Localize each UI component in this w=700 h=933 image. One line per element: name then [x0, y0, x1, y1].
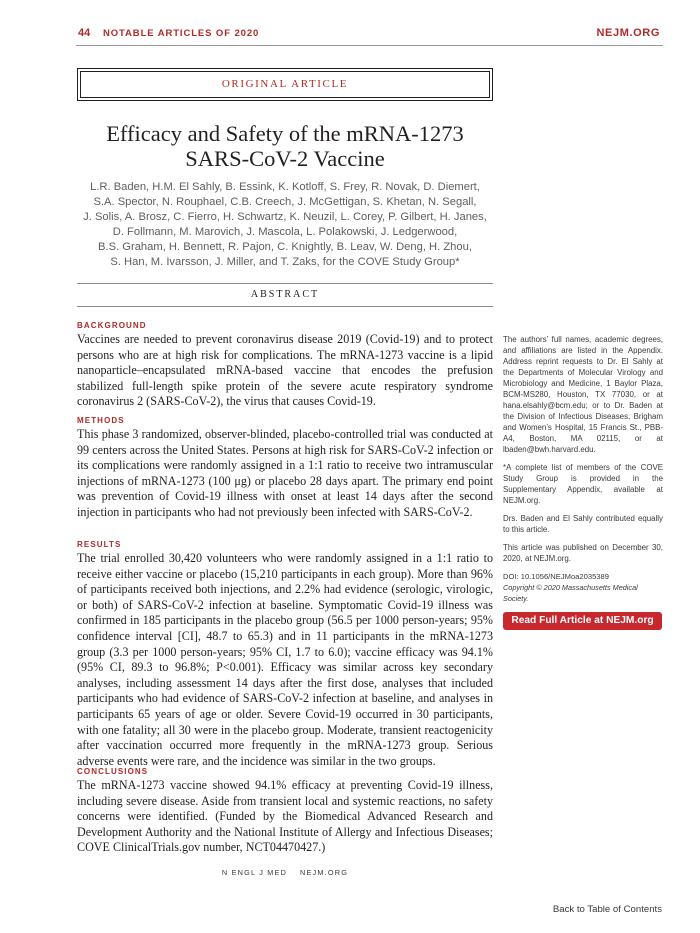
conclusions-heading: CONCLUSIONS [77, 767, 149, 776]
read-full-article-button[interactable]: Read Full Article at NEJM.org [503, 612, 662, 630]
background-text: Vaccines are needed to prevent coronavirus disease 2019 (Covid-19) and to protect persons who are at high risk for complications. The mRNA-1273 vaccine is a lipid nanoparticle–encapsulated mRNA-based vaccine that encodes the prefusion stabilized full-length spike protein of the severe acute respiratory syndrome coronavirus 2 (SARS-CoV-2), the virus that causes Covid-19. [77, 332, 493, 409]
background-heading: BACKGROUND [77, 321, 147, 330]
abstract-label: ABSTRACT [250, 289, 320, 300]
methods-heading: METHODS [77, 416, 125, 425]
article-type-label: ORIGINAL ARTICLE [221, 78, 349, 90]
article-title-line: Efficacy and Safety of the mRNA-1273 [106, 121, 464, 146]
author-line: S.A. Spector, N. Rouphael, C.B. Creech, J. McGettigan, S. Khetan, N. Segall, [93, 196, 477, 208]
copyright-text: Copyright © 2020 Massachusetts Medical Society. [503, 583, 638, 603]
running-header-title: NOTABLE ARTICLES OF 2020 [103, 28, 260, 39]
methods-text: This phase 3 randomized, observer-blinded, placebo-controlled trial was conducted at 99 centers across the United States. Persons at high risk for SARS-CoV-2 infection or its complications were randomly assigned in a 1:1 ratio to receive two intramuscular injections of mRNA-1273 (100 μg) or placebo 28 days apart. The primary end point was prevention of Covid-19 illness with onset at least 14 days after the second injection in participants who had not previously been infected with SARS-CoV-2. [77, 427, 493, 519]
author-line: B.S. Graham, H. Bennett, R. Pajon, C. Knightly, B. Leav, W. Deng, H. Zhou, [98, 241, 472, 253]
running-header-site: NEJM.ORG [596, 27, 660, 39]
author-line: D. Follmann, M. Marovich, J. Mascola, L. Polakowski, J. Ledgerwood, [112, 226, 458, 238]
conclusions-text: The mRNA-1273 vaccine showed 94.1% efficacy at preventing Covid-19 illness, including severe disease. Aside from transient local and systemic reactions, no safety concerns were identified. (Funded by the Biomedical Advanced Research and Development Authority and the National Institute of Allergy and Infectious Diseases; COVE ClinicalTrials.gov number, NCT04470427.) [77, 778, 493, 855]
affiliations-note: The authors’ full names, academic degrees, and affiliations are listed in the Appendix. Address reprint requests to Dr. El Sahly at the Departments of Molecular Virology and Microbiology and Medicine, 1 Baylor Plaza, BCM-MS280, Houston, TX 77030, or at hana.elsahly@bcm.edu; or to Dr. Baden at the Division of Infectious Diseases, Brigham and Women’s Hospital, 15 Francis St., PBB-A4, Boston, MA 02115, or at lbaden@bwh.harvard.edu. [503, 335, 663, 454]
abstract-divider-top [77, 283, 493, 284]
abstract-divider-bottom [77, 306, 493, 307]
author-line: J. Solis, A. Brosz, C. Fierro, H. Schwartz, K. Neuzil, L. Corey, P. Gilbert, H. Janes, [83, 211, 487, 223]
header-divider [76, 45, 663, 46]
study-group-note: *A complete list of members of the COVE Study Group is provided in the Supplementary Appendix, available at NEJM.org. [503, 463, 663, 505]
equal-contribution-note: Drs. Baden and El Sahly contributed equally to this article. [503, 514, 663, 534]
results-text: The trial enrolled 30,420 volunteers who were randomly assigned in a 1:1 ratio to receive either vaccine or placebo (15,210 participants in each group). More than 96% of participants received both injections, and 2.2% had evidence (serologic, virologic, or both) of SARS-CoV-2 infection at baseline. Symptomatic Covid-19 illness was confirmed in 185 participants in the placebo group (56.5 per 1000 person-years; 95% confidence interval [CI], 48.7 to 65.3) and in 11 participants in the mRNA-1273 group (3.3 per 1000 person-years; 95% CI, 1.7 to 6.0); vaccine efficacy was 94.1% (95% CI, 89.3 to 96.8%; P<0.001). Efficacy was similar across key secondary analyses, including assessment 14 days after the first dose, analyses that included participants who had evidence of SARS-CoV-2 infection at baseline, and analyses in participants 65 years of age or older. Severe Covid-19 occurred in 30 participants, with one fatality; all 30 were in the placebo group. Moderate, transient reactogenicity after vaccination occurred more frequently in the mRNA-1273 group. Serious adverse events were rare, and the incidence was similar in the two groups. [77, 551, 493, 768]
doi-text: DOI: 10.1056/NEJMoa2035389 [503, 572, 609, 581]
article-type-box [77, 68, 493, 101]
journal-footer: N ENGL J MED NEJM.ORG [221, 868, 349, 877]
article-title-line: SARS-CoV-2 Vaccine [185, 146, 385, 171]
results-heading: RESULTS [77, 540, 122, 549]
author-line: L.R. Baden, H.M. El Sahly, B. Essink, K. Kotloff, S. Frey, R. Novak, D. Diemert, [90, 181, 480, 193]
article-title [77, 121, 493, 171]
author-line: S. Han, M. Ivarsson, J. Miller, and T. Zaks, for the COVE Study Group* [110, 256, 460, 268]
publication-date-note: This article was published on December 30, 2020, at NEJM.org. [503, 543, 663, 563]
page-number: 44 [78, 27, 91, 39]
author-list [70, 180, 500, 270]
sidebar-notes [503, 334, 663, 604]
back-to-toc-link[interactable]: Back to Table of Contents [552, 904, 662, 915]
